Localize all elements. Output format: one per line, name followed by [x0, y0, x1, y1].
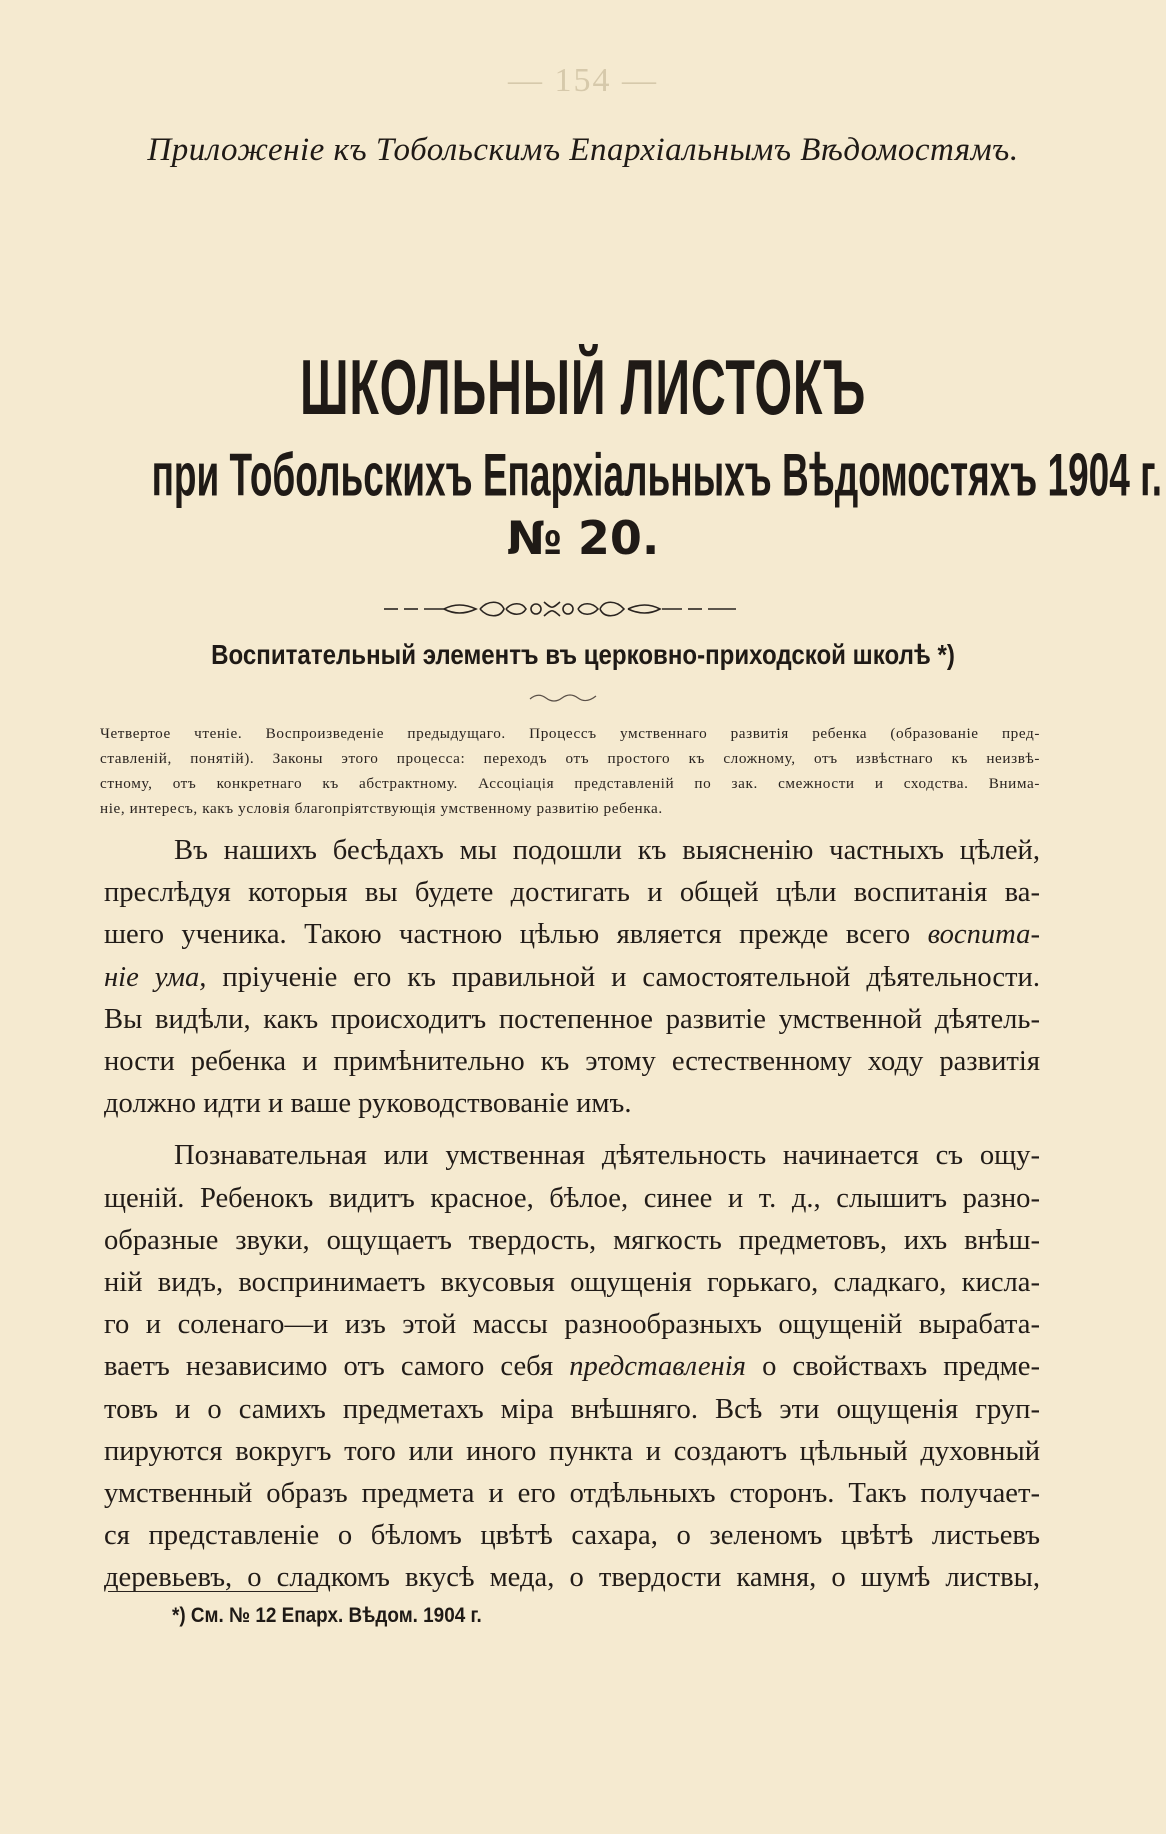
text-line [104, 957, 1040, 999]
summary-line: стному, отъ конкретнаго къ абстрактному. Ассоціація представленій по зак. смежности и сходства. Внима- [100, 775, 1040, 792]
article-summary [100, 721, 1040, 821]
emphasis-text: ніе ума, [104, 961, 207, 993]
summary-line: ставленій, понятій). Законы этого процесса: переходъ отъ простого къ сложному, отъ извѣстнаго къ неизвѣ- [100, 750, 1040, 767]
text-run: шего ученика. Такою частною цѣлью является прежде всего [104, 919, 928, 951]
text-line: го и соленаго—и изъ этой массы разнообразныхъ ощущеній вырабата- [104, 1309, 1040, 1341]
text-run: пріученіе его къ правильной и самостоятельной дѣятельности. [206, 961, 1040, 993]
text-line: щеній. Ребенокъ видитъ красное, бѣлое, синее и т. д., слышитъ разно- [104, 1182, 1040, 1214]
text-run: о свойствахъ предме- [745, 1351, 1040, 1383]
text-line: умственный образъ предмета и его отдѣльныхъ сторонъ. Такъ получает- [104, 1478, 1040, 1510]
ornament-divider [384, 596, 736, 622]
emphasis-text: представленія [569, 1351, 746, 1383]
text-line: ній видъ, воспринимаетъ вкусовыя ощущенія горькаго, сладкаго, кисла- [104, 1267, 1040, 1299]
text-line: Познавательная или умственная дѣятельность начинается съ ощу- [174, 1140, 1040, 1172]
supplement-header: Приложеніе къ Тобольскимъ Епархіальнымъ Вѣдомостямъ. [147, 132, 1019, 168]
text-line: преслѣдуя которыя вы будете достигать и общей цѣли воспитанія ва- [104, 877, 1040, 909]
summary-line: Четвертое чтеніе. Воспроизведеніе предыдущаго. Процессъ умственнаго развитія ребенка (образованіе пред- [100, 725, 1040, 742]
text-line: Вы видѣли, какъ происходитъ постепенное развитіе умственной дѣятель- [104, 1003, 1040, 1035]
text-line: ся представленіе о бѣломъ цвѣтѣ сахара, о зеленомъ цвѣтѣ листьевъ [104, 1520, 1040, 1552]
text-line: должно идти и ваше руководствованіе имъ. [104, 1088, 632, 1120]
text-line: товъ и о самихъ предметахъ міра внѣшняго. Всѣ эти ощущенія груп- [104, 1393, 1040, 1425]
page-number: — 154 — [508, 62, 658, 99]
summary-line: ніе, интересъ, какъ условія благопріятствующія умственному развитію ребенка. [100, 800, 663, 817]
text-line: ности ребенка и примѣнительно къ этому естественному ходу развитія [104, 1046, 1040, 1078]
text-line [104, 1346, 1040, 1388]
text-run: ваетъ независимо отъ самого себя [104, 1351, 570, 1383]
footnote: *) См. № 12 Епарх. Вѣдом. 1904 г. [172, 1604, 482, 1627]
masthead-subtitle: при Тобольскихъ Епархіальныхъ Вѣдомостяхъ 1904 г. [151, 441, 1163, 509]
text-line: пируются вокругъ того или иного пункта и создаютъ цѣльный духовный [104, 1435, 1040, 1467]
text-line: деревьевъ, о сладкомъ вкусѣ меда, о твердости камня, о шумѣ листвы, [104, 1562, 1040, 1594]
paragraph-1 [104, 830, 1040, 1125]
masthead-title: ШКОЛЬНЫЙ ЛИСТОКЪ [299, 345, 867, 432]
text-line: образные звуки, ощущаетъ твердость, мягкость предметовъ, ихъ внѣш- [104, 1224, 1040, 1256]
paragraph-2 [104, 1135, 1040, 1599]
text-line: Въ нашихъ бесѣдахъ мы подошли къ выясненію частныхъ цѣлей, [174, 835, 1040, 866]
issue-number: № 20. [506, 511, 660, 565]
tilde-divider [528, 690, 598, 704]
emphasis-text: воспита- [927, 919, 1040, 951]
article-body [104, 830, 1040, 1600]
article-title: Воспитательный элементъ въ церковно-приходской школѣ *) [211, 639, 955, 670]
text-line [104, 914, 1040, 956]
footnote-rule [108, 1591, 318, 1592]
